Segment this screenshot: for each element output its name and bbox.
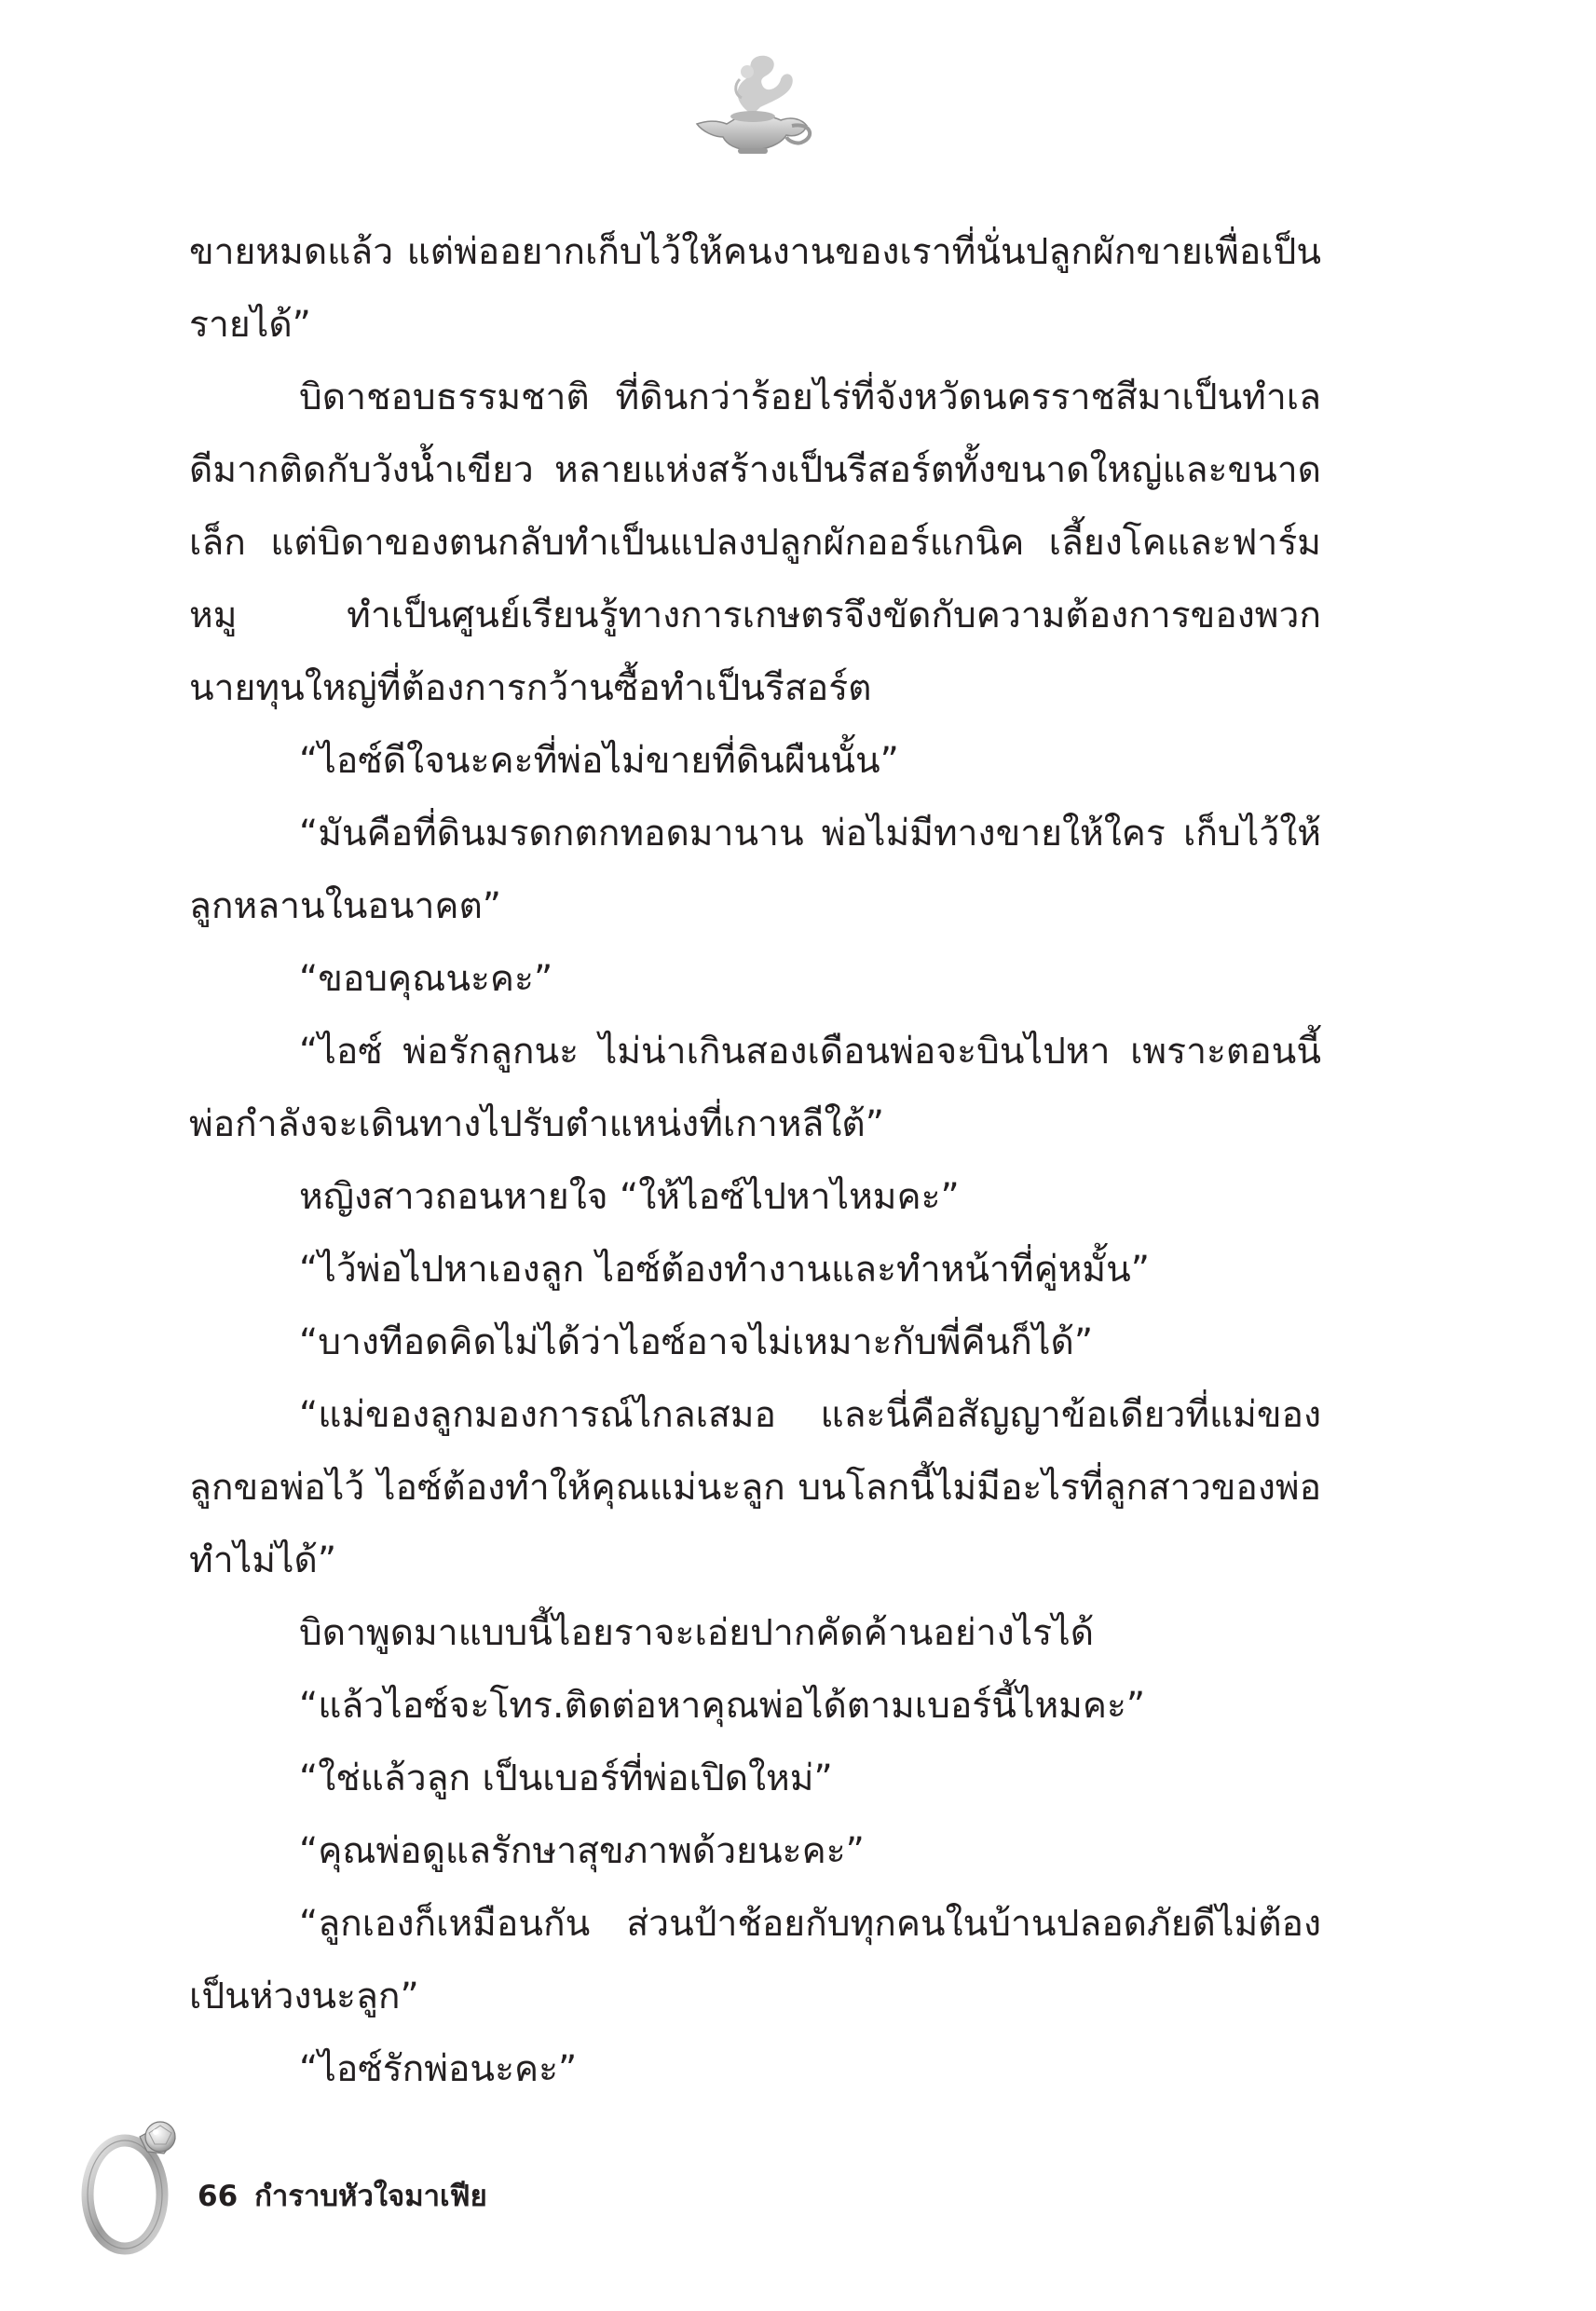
paragraph: “ขอบคุณนะคะ” — [299, 958, 553, 1000]
paragraph: “บางทีอดคิดไม่ได้ว่าไอซ์อาจไม่เหมาะกับพี่คีนก็ได้” — [299, 1321, 1094, 1363]
diamond-ring-icon — [67, 2101, 207, 2255]
paragraph: “มันคือที่ดินมรดกตกทอดมานาน พ่อไม่มีทางขายให้ใคร เก็บไว้ให้ลูกหลานในอนาคต” — [189, 813, 1321, 927]
paragraph: “ไอซ์รักพ่อนะคะ” — [299, 2048, 578, 2090]
paragraph: “ลูกเองก็เหมือนกัน ส่วนป้าช้อยกับทุกคนในบ้านปลอดภัยดีไม่ต้องเป็นห่วงนะลูก” — [189, 1903, 1321, 2017]
body-text — [189, 216, 1321, 2106]
paragraph: “คุณพ่อดูแลรักษาสุขภาพด้วยนะคะ” — [299, 1830, 865, 1872]
paragraph: “ไอซ์ พ่อรักลูกนะ ไม่น่าเกินสองเดือนพ่อจะบินไปหา เพราะตอนนี้พ่อกำลังจะเดินทางไปรับตำแหน่งที่เกาหลีใต้” — [189, 1031, 1321, 1145]
paragraph: “ไอซ์ดีใจนะคะที่พ่อไม่ขายที่ดินผืนนั้น” — [299, 740, 899, 782]
paragraph: ขายหมดแล้ว แต่พ่ออยากเก็บไว้ให้คนงานของเราที่นั่นปลูกผักขายเพื่อเป็นรายได้” — [189, 231, 1321, 346]
paragraph: “ใช่แล้วลูก เป็นเบอร์ที่พ่อเปิดใหม่” — [299, 1757, 833, 1799]
page-number: 66 — [198, 2180, 239, 2213]
paragraph: บิดาพูดมาแบบนี้ไอยราจะเอ่ยปากคัดค้านอย่างไรได้ — [299, 1612, 1095, 1654]
paragraph: บิดาชอบธรรมชาติ ที่ดินกว่าร้อยไร่ที่จังหวัดนครราชสีมาเป็นทำเลดีมากติดกับวังน้ำเขียว หลายแห่งสร้างเป็นรีสอร์ตทั้งขนาดใหญ่และขนาดเล็ก แต่บิดาของตนกลับทำเป็นแปลงปลูกผักออร์แกนิค เลี้ยงโคและฟาร์มหมู ทำเป็นศูนย์เรียนรู้ทางการเกษตรจึงขัดกับความต้องการของพวกนายทุนใหญ่ที่ต้องการกว้านซื้อทำเป็นรีสอร์ต — [189, 376, 1321, 709]
book-title: กำราบหัวใจมาเฟีย — [254, 2180, 487, 2213]
page-footer — [198, 2173, 487, 2220]
genie-lamp-icon — [680, 51, 820, 163]
paragraph: “แล้วไอซ์จะโทร.ติดต่อหาคุณพ่อได้ตามเบอร์นี้ไหมคะ” — [299, 1685, 1146, 1727]
paragraph: “ไว้พ่อไปหาเองลูก ไอซ์ต้องทำงานและทำหน้าที่คู่หมั้น” — [299, 1249, 1150, 1291]
paragraph: หญิงสาวถอนหายใจ “ให้ไอซ์ไปหาไหมคะ” — [299, 1176, 960, 1218]
paragraph: “แม่ของลูกมองการณ์ไกลเสมอ และนี่คือสัญญาข้อเดียวที่แม่ของลูกขอพ่อไว้ ไอซ์ต้องทำให้คุณแม่นะลูก บนโลกนี้ไม่มีอะไรที่ลูกสาวของพ่อทำไม่ได้” — [189, 1394, 1321, 1581]
